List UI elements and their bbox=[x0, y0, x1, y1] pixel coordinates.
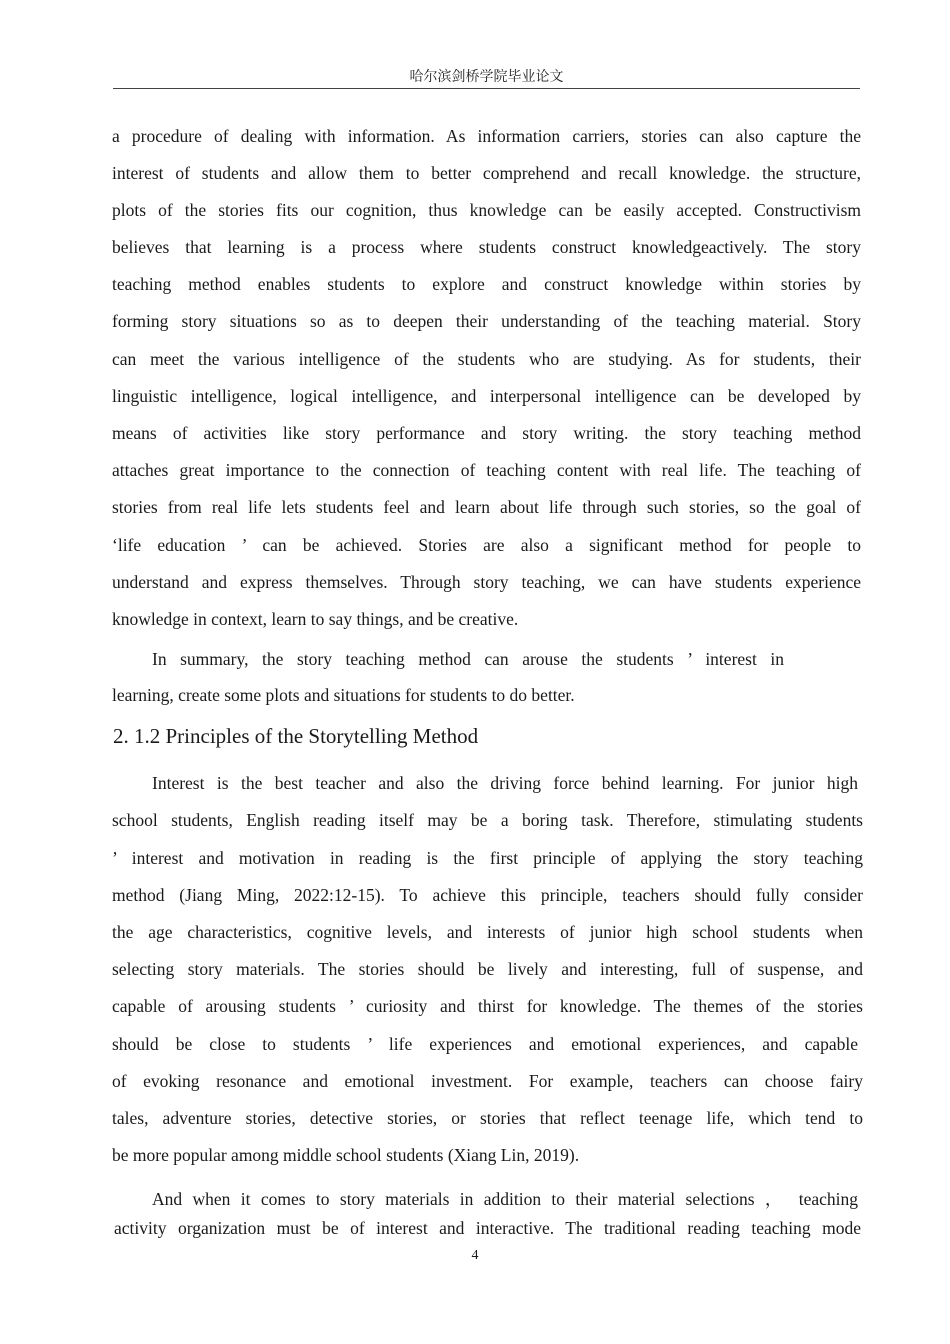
body-line: linguistic intelligence, logical intelligence, and interpersonal intelligence can be developed by bbox=[112, 386, 861, 406]
body-line: means of activities like story performance and story writing. the story teaching method bbox=[112, 423, 861, 443]
body-line: ‘life education ’ can be achieved. Stories are also a significant method for people to bbox=[112, 535, 861, 555]
body-line: knowledge in context, learn to say things, and be creative. bbox=[112, 609, 519, 629]
body-line: And when it comes to story materials in addition to their material selections ， teaching bbox=[152, 1189, 858, 1209]
page-header: 哈尔滨剑桥学院毕业论文 bbox=[409, 70, 564, 85]
body-line: understand and express themselves. Through story teaching, we can have students experience bbox=[112, 572, 861, 592]
body-line: can meet the various intelligence of the students who are studying. As for students, their bbox=[112, 349, 861, 369]
body-line: ’ interest and motivation in reading is the first principle of applying the story teaching bbox=[112, 848, 863, 868]
body-line: capable of arousing students ’ curiosity and thirst for knowledge. The themes of the stories bbox=[112, 996, 863, 1016]
body-line: should be close to students ’ life experiences and emotional experiences, and capable bbox=[112, 1034, 858, 1054]
body-line: teaching method enables students to explore and construct knowledge within stories by bbox=[112, 274, 861, 294]
body-line: method (Jiang Ming, 2022:12-15). To achieve this principle, teachers should fully consider bbox=[112, 885, 863, 905]
body-line: a procedure of dealing with information. As information carriers, stories can also capture the bbox=[112, 126, 861, 146]
body-line: of evoking resonance and emotional investment. For example, teachers can choose fairy bbox=[112, 1071, 863, 1091]
body-line: selecting story materials. The stories should be lively and interesting, full of suspense, and bbox=[112, 959, 863, 979]
section-heading: 2. 1.2 Principles of the Storytelling Method bbox=[113, 724, 479, 748]
body-line: attaches great importance to the connection of teaching content with real life. The teaching of bbox=[112, 460, 861, 480]
page-number: 4 bbox=[471, 1248, 479, 1263]
body-line: be more popular among middle school students (Xiang Lin, 2019). bbox=[112, 1145, 580, 1165]
body-line: tales, adventure stories, detective stories, or stories that reflect teenage life, which tend to bbox=[112, 1108, 863, 1128]
body-line: learning, create some plots and situations for students to do better. bbox=[112, 685, 575, 705]
body-line: In summary, the story teaching method can arouse the students ’ interest in bbox=[152, 649, 784, 669]
body-line: activity organization must be of interest and interactive. The traditional reading teaching mode bbox=[114, 1218, 861, 1238]
body-line: interest of students and allow them to better comprehend and recall knowledge. the structure, bbox=[112, 163, 861, 183]
body-line: stories from real life lets students feel and learn about life through such stories, so the goal of bbox=[112, 497, 861, 517]
body-line: believes that learning is a process where students construct knowledgeactively. The story bbox=[112, 237, 861, 257]
body-line: Interest is the best teacher and also the driving force behind learning. For junior high bbox=[152, 773, 858, 793]
header-divider bbox=[113, 88, 860, 89]
body-line: forming story situations so as to deepen their understanding of the teaching material. Story bbox=[112, 311, 861, 331]
body-line: plots of the stories fits our cognition, thus knowledge can be easily accepted. Constructivism bbox=[112, 200, 861, 220]
body-line: school students, English reading itself may be a boring task. Therefore, stimulating students bbox=[112, 810, 863, 830]
body-line: the age characteristics, cognitive levels, and interests of junior high school students when bbox=[112, 922, 863, 942]
